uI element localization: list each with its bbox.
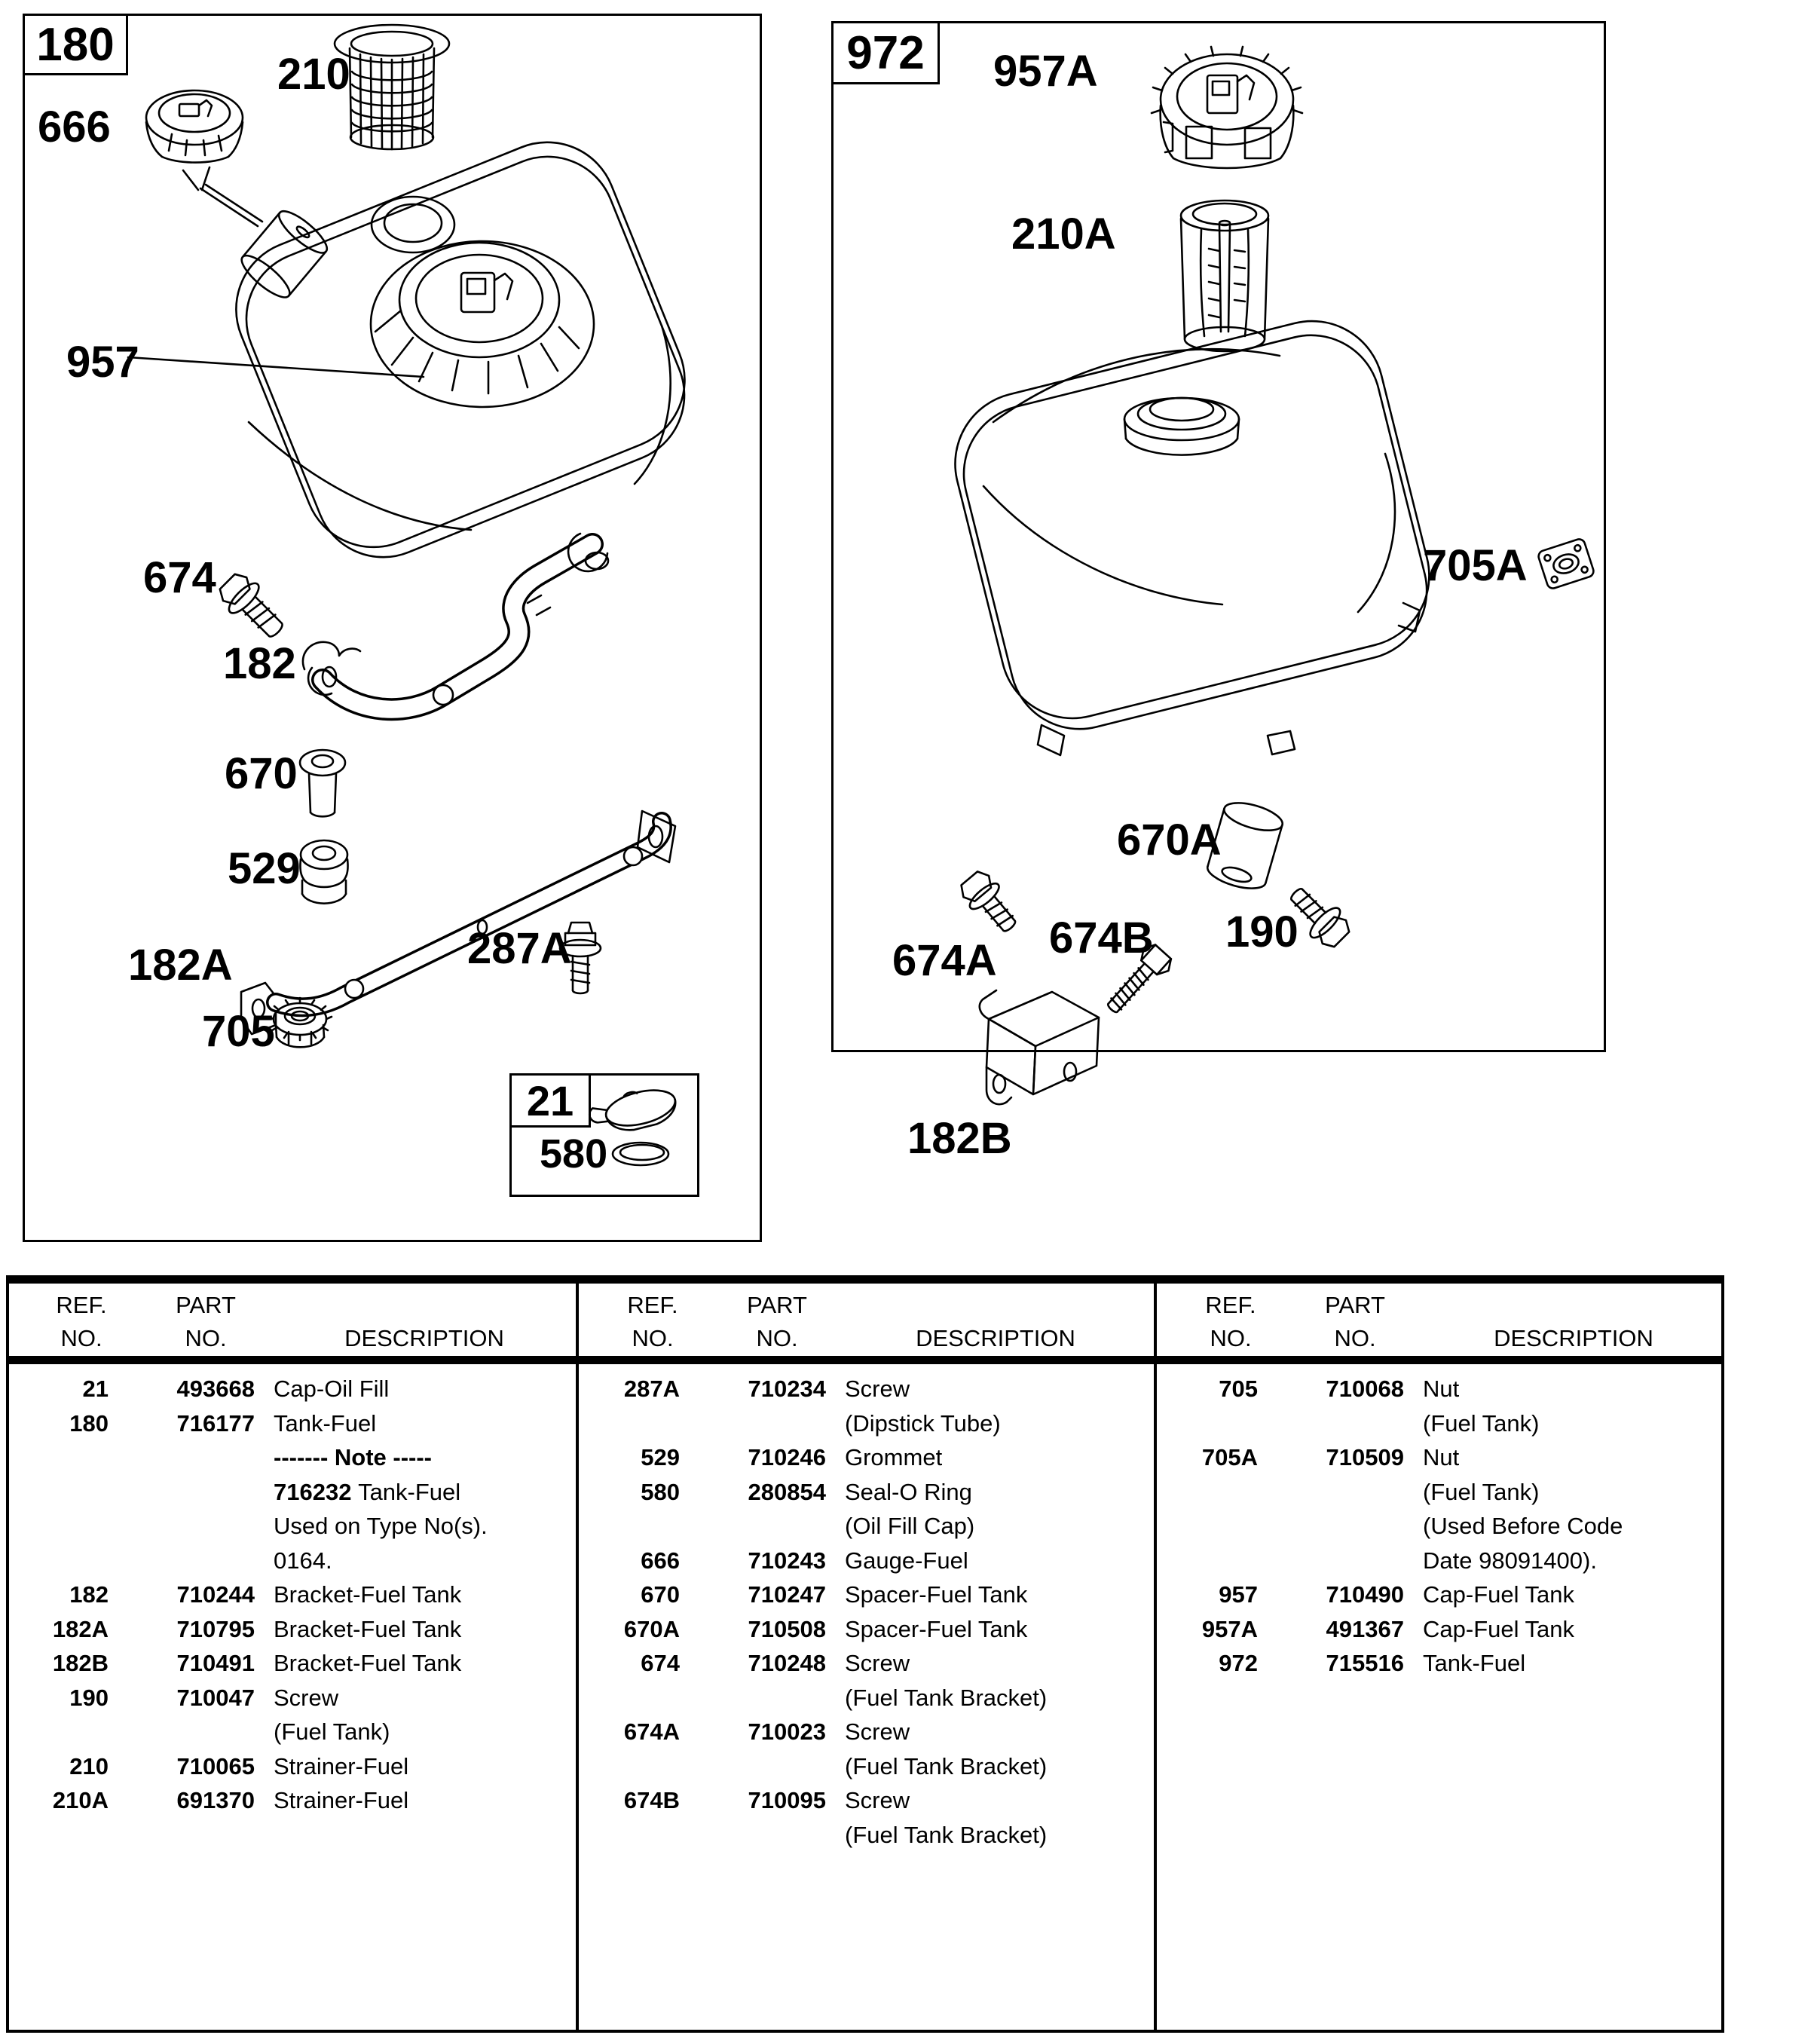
part-no-cell: 491367: [1326, 1615, 1404, 1642]
description-cell: [845, 1443, 942, 1472]
header-ref-3: REF.: [1205, 1292, 1256, 1318]
description-cell: [845, 1752, 1047, 1781]
frame-label-972-text: 972: [846, 26, 925, 79]
frame-label-21: [509, 1073, 591, 1128]
part-no-cell: 715516: [1326, 1650, 1404, 1676]
ref-no-cell: 287A: [623, 1376, 680, 1402]
callout-182A: 182A: [128, 941, 233, 990]
description-cell: [274, 1581, 461, 1609]
description-text: Cap-Fuel Tank: [1423, 1615, 1575, 1642]
description-text: (Dipstick Tube): [845, 1409, 1001, 1437]
part-no-cell: 710490: [1326, 1581, 1404, 1608]
ref-no-cell: 674B: [623, 1787, 680, 1813]
ref-no-cell: 670: [641, 1581, 680, 1608]
frame-label-21-text: 21: [526, 1076, 574, 1125]
description-text: Seal-O Ring: [845, 1478, 972, 1505]
ref-no-cell: 674A: [623, 1718, 680, 1745]
description-cell: [1423, 1581, 1574, 1609]
callout-182B: 182B: [907, 1114, 1012, 1163]
table-row: [6, 1409, 576, 1443]
description-text: 0164.: [274, 1547, 332, 1574]
description-text: (Fuel Tank Bracket): [845, 1684, 1048, 1711]
table-row: [6, 1684, 576, 1718]
description-text: Tank-Fuel: [1423, 1650, 1526, 1676]
ref-no-cell: 529: [641, 1444, 680, 1470]
callout-705: 705: [202, 1007, 275, 1056]
part-no-cell: 280854: [748, 1478, 826, 1505]
header-desc-2: DESCRIPTION: [916, 1325, 1075, 1351]
callout-957A: 957A: [993, 47, 1098, 96]
table-row: [6, 1478, 576, 1512]
description-cell: [1423, 1478, 1540, 1507]
description-cell: [274, 1786, 408, 1815]
callout-287A: 287A: [467, 924, 572, 973]
ref-no-cell: 21: [82, 1376, 109, 1402]
table-row: [577, 1684, 1147, 1718]
ref-no-cell: 666: [641, 1547, 680, 1574]
part-no-cell: 710047: [176, 1684, 255, 1711]
part-no-cell: 710248: [748, 1650, 826, 1676]
ref-no-cell: 705A: [1201, 1444, 1258, 1470]
callout-674A: 674A: [892, 936, 997, 985]
callout-210A: 210A: [1011, 210, 1116, 259]
ref-no-cell: 674: [641, 1650, 680, 1676]
part-no-cell: 710244: [176, 1581, 255, 1608]
description-text: (Fuel Tank): [1423, 1409, 1540, 1437]
description-text: Screw: [845, 1718, 910, 1745]
table-row: [1155, 1512, 1725, 1546]
description-text: Cap-Fuel Tank: [1423, 1581, 1575, 1608]
description-cell: [845, 1615, 1027, 1644]
description-cell: [1423, 1615, 1574, 1644]
part-no-cell: 710095: [748, 1787, 826, 1813]
callout-210: 210: [277, 50, 350, 99]
description-cell: [274, 1547, 332, 1575]
callout-182: 182: [223, 639, 296, 688]
table-row: [577, 1649, 1147, 1683]
description-text: Gauge-Fuel: [845, 1547, 968, 1574]
description-text: Screw: [274, 1684, 339, 1711]
callout-705A: 705A: [1423, 541, 1528, 590]
description-text: Bracket-Fuel Tank: [274, 1650, 462, 1676]
description-cell: [274, 1512, 488, 1541]
description-text: Tank-Fuel: [358, 1478, 461, 1505]
description-cell: [274, 1478, 460, 1507]
ref-no-cell: 705: [1219, 1376, 1258, 1402]
ref-no-cell: 182A: [52, 1615, 109, 1642]
ref-no-cell: 210A: [52, 1787, 109, 1813]
table-row: [577, 1547, 1147, 1581]
description-text: Spacer-Fuel Tank: [845, 1615, 1028, 1642]
description-text: (Fuel Tank Bracket): [845, 1752, 1048, 1779]
header-part-2: PART: [747, 1292, 807, 1318]
table-row: [577, 1409, 1147, 1443]
description-text: Bracket-Fuel Tank: [274, 1581, 462, 1608]
header-partno-2: NO.: [756, 1325, 798, 1351]
description-cell: [274, 1409, 376, 1438]
description-text: Strainer-Fuel: [274, 1752, 409, 1779]
description-cell: [274, 1615, 461, 1644]
ref-no-cell: 182: [69, 1581, 109, 1608]
callout-666: 666: [38, 103, 111, 151]
table-row: [1155, 1547, 1725, 1581]
description-cell: [845, 1478, 972, 1507]
table-row: [577, 1718, 1147, 1752]
table-row: [6, 1581, 576, 1614]
description-cell: [845, 1718, 910, 1746]
header-partno-1: NO.: [185, 1325, 227, 1351]
description-text: Screw: [845, 1650, 910, 1676]
description-cell: [274, 1752, 408, 1781]
description-text: Used on Type No(s).: [274, 1513, 488, 1539]
ref-no-cell: 190: [69, 1684, 109, 1711]
table-row: [577, 1581, 1147, 1614]
part-no-cell: 493668: [176, 1376, 255, 1402]
description-text: Strainer-Fuel: [274, 1787, 409, 1813]
header-refno-3: NO.: [1210, 1325, 1252, 1351]
frame-label-180-text: 180: [36, 18, 115, 71]
description-text: (Oil Fill Cap): [845, 1513, 975, 1539]
description-bold-text: 716232: [274, 1478, 359, 1505]
header-desc-1: DESCRIPTION: [344, 1325, 504, 1351]
callout-580: 580: [540, 1131, 608, 1177]
ref-no-cell: 210: [69, 1752, 109, 1779]
description-cell: [845, 1581, 1027, 1609]
table-row: [1155, 1581, 1725, 1614]
description-text: (Used Before Code: [1423, 1513, 1623, 1539]
ref-no-cell: 580: [641, 1478, 680, 1505]
description-cell: [274, 1718, 390, 1746]
table-row: [6, 1752, 576, 1786]
header-part-1: PART: [176, 1292, 236, 1318]
table-row: [577, 1375, 1147, 1409]
description-cell: [845, 1786, 910, 1815]
part-no-cell: 710023: [748, 1718, 826, 1745]
part-no-cell: 710068: [1326, 1376, 1404, 1402]
description-cell: [845, 1512, 974, 1541]
frame-label-972: [831, 21, 940, 84]
header-refno-2: NO.: [632, 1325, 674, 1351]
table-row: [6, 1443, 576, 1477]
description-cell: [274, 1375, 389, 1403]
table-row: [1155, 1649, 1725, 1683]
ref-no-cell: 670A: [623, 1615, 680, 1642]
part-no-cell: 710243: [748, 1547, 826, 1574]
description-cell: [274, 1684, 338, 1712]
table-row: [6, 1547, 576, 1581]
frame-label-180: [23, 14, 128, 75]
table-row: [577, 1478, 1147, 1512]
description-text: Cap-Oil Fill: [274, 1376, 390, 1402]
description-text: Grommet: [845, 1444, 943, 1470]
callout-190: 190: [1225, 907, 1298, 956]
description-text: Screw: [845, 1787, 910, 1813]
table-row: [577, 1786, 1147, 1820]
description-text: Nut: [1423, 1376, 1460, 1402]
part-no-cell: 710065: [176, 1752, 255, 1779]
table-row: [1155, 1478, 1725, 1512]
description-text: (Fuel Tank): [274, 1718, 390, 1745]
description-bold-text: ------- Note -----: [274, 1444, 432, 1470]
part-no-cell: 710509: [1326, 1444, 1404, 1470]
part-no-cell: 710491: [176, 1650, 255, 1676]
table-row: [6, 1718, 576, 1752]
description-cell: [1423, 1649, 1525, 1678]
header-part-3: PART: [1325, 1292, 1385, 1318]
table-row: [577, 1615, 1147, 1649]
description-cell: [274, 1649, 461, 1678]
table-row: [1155, 1375, 1725, 1409]
description-cell: [274, 1443, 432, 1472]
callout-674: 674: [143, 553, 216, 602]
header-ref-1: REF.: [56, 1292, 107, 1318]
table-row: [1155, 1409, 1725, 1443]
table-top-rule: [6, 1275, 1724, 1284]
table-row: [1155, 1443, 1725, 1477]
table-row: [6, 1375, 576, 1409]
ref-no-cell: 180: [69, 1409, 109, 1437]
description-cell: [845, 1684, 1047, 1712]
table-row: [577, 1752, 1147, 1786]
description-text: Date 98091400).: [1423, 1547, 1597, 1574]
table-row: [577, 1443, 1147, 1477]
callout-670: 670: [225, 749, 298, 798]
right-diagram-frame: [831, 21, 1606, 1052]
ref-no-cell: 957A: [1201, 1615, 1258, 1642]
description-text: (Fuel Tank): [1423, 1478, 1540, 1505]
ref-no-cell: 957: [1219, 1581, 1258, 1608]
part-no-cell: 710246: [748, 1444, 826, 1470]
description-cell: [1423, 1375, 1459, 1403]
table-row: [6, 1786, 576, 1820]
description-cell: [1423, 1443, 1459, 1472]
part-no-cell: 710234: [748, 1376, 826, 1402]
callout-957: 957: [66, 338, 139, 387]
part-no-cell: 710247: [748, 1581, 826, 1608]
table-row: [6, 1615, 576, 1649]
callout-529: 529: [228, 844, 301, 893]
description-cell: [845, 1821, 1047, 1850]
table-row: [6, 1649, 576, 1683]
ref-no-cell: 972: [1219, 1650, 1258, 1676]
callout-674B: 674B: [1049, 913, 1154, 962]
description-cell: [1423, 1409, 1540, 1438]
description-text: Spacer-Fuel Tank: [845, 1581, 1028, 1608]
description-text: Nut: [1423, 1444, 1460, 1470]
description-text: Tank-Fuel: [274, 1409, 377, 1437]
description-cell: [845, 1409, 1001, 1438]
part-no-cell: 716177: [176, 1409, 255, 1437]
table-bottom-rule: [6, 2030, 1724, 2033]
header-desc-3: DESCRIPTION: [1494, 1325, 1653, 1351]
description-text: Screw: [845, 1376, 910, 1402]
header-partno-3: NO.: [1334, 1325, 1376, 1351]
description-text: Bracket-Fuel Tank: [274, 1615, 462, 1642]
header-ref-2: REF.: [627, 1292, 678, 1318]
description-cell: [845, 1547, 968, 1575]
table-row: [1155, 1615, 1725, 1649]
table-row: [577, 1512, 1147, 1546]
description-cell: [845, 1375, 910, 1403]
description-text: (Fuel Tank Bracket): [845, 1821, 1048, 1848]
part-no-cell: 710508: [748, 1615, 826, 1642]
ref-no-cell: 182B: [52, 1650, 109, 1676]
part-no-cell: 691370: [176, 1787, 255, 1813]
table-header-rule: [6, 1356, 1724, 1364]
header-refno-1: NO.: [60, 1325, 102, 1351]
callout-670A: 670A: [1117, 816, 1222, 864]
description-cell: [1423, 1547, 1597, 1575]
description-cell: [1423, 1512, 1623, 1541]
left-diagram-frame: [23, 14, 762, 1242]
description-cell: [845, 1649, 910, 1678]
part-no-cell: 710795: [176, 1615, 255, 1642]
table-row: [6, 1512, 576, 1546]
table-row: [577, 1821, 1147, 1855]
